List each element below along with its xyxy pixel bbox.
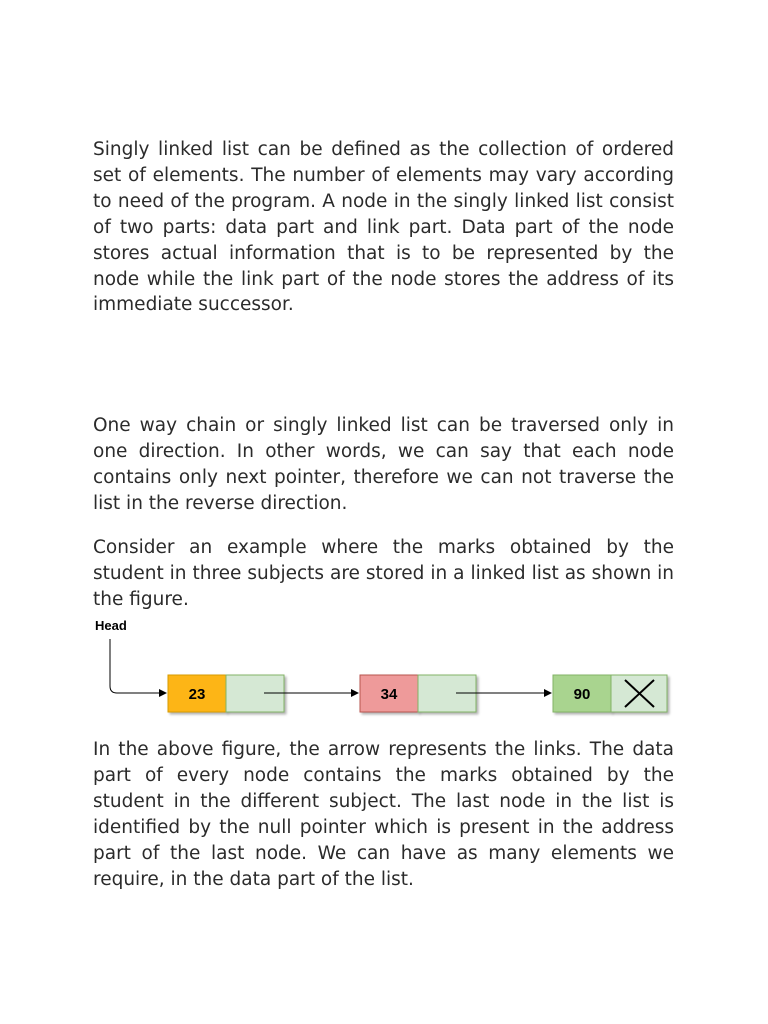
node-2-value: 34: [380, 686, 398, 703]
paragraph-explanation: In the above figure, the arrow represents the links. The data part of every node contains the marks obtained by the student in the different subject. The last node in the list is identified by the null pointer which is present in the address part of the last node. We can have as many elements we require, in the data part of the list.: [93, 739, 674, 890]
node-1-value: 23: [188, 686, 206, 703]
paragraph-example: Consider an example where the marks obtained by the student in three subjects are stored in a linked list as shown in the figure.: [93, 537, 674, 610]
paragraph-traversal: One way chain or singly linked list can be traversed only in one direction. In other words, we can say that each node contains only next pointer, therefore we can not traverse the list in the reverse direction.: [93, 415, 674, 514]
head-label: Head: [95, 618, 127, 633]
head-pointer-arrow: [110, 639, 166, 693]
node-3: [553, 675, 667, 712]
linked-list-figure: [90, 612, 680, 722]
node-3-value: 90: [573, 686, 591, 703]
paragraph-definition: Singly linked list can be defined as the collection of ordered set of elements. The number of elements may vary according to need of the program. A node in the singly linked list consist of two parts: data part and link part. Data part of the node stores actual information that is to be represented by the node while the link part of the node stores the address of its immediate successor.: [93, 139, 674, 316]
linked-list-diagram: [90, 612, 680, 722]
